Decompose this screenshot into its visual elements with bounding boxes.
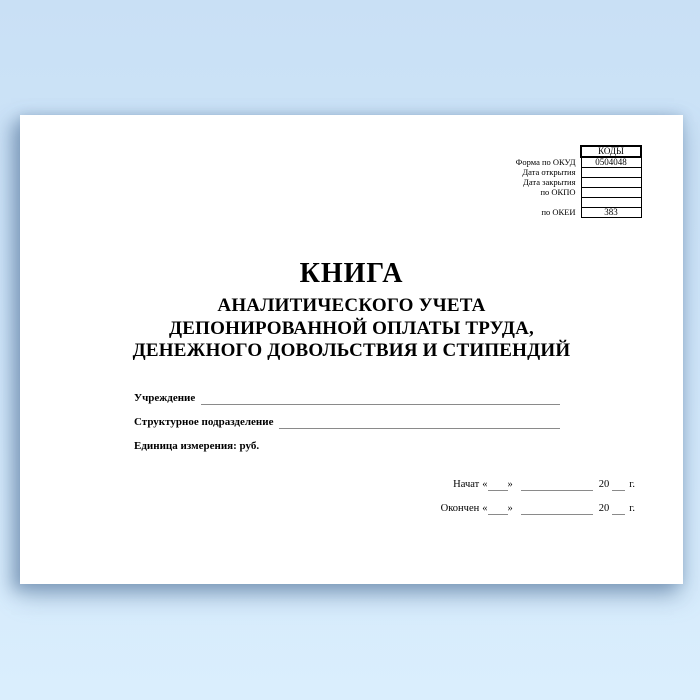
close-quote: »: [507, 503, 513, 514]
codes-row-okei: [516, 208, 641, 218]
finished-month-blank-line: [521, 505, 593, 515]
finished-label: Окончен: [440, 503, 480, 514]
codes-row-label: по ОКЕИ: [541, 207, 576, 217]
fields-block: [134, 391, 560, 463]
codes-row-blank: [516, 198, 641, 208]
finished-day-blank-line: [488, 505, 508, 515]
form-title: КНИГА: [299, 258, 404, 289]
department-row: [134, 415, 560, 429]
year-prefix: 20: [598, 479, 610, 490]
started-year-blank-line: [612, 481, 625, 491]
codes-row-okud: [516, 157, 641, 168]
close-quote: »: [507, 479, 513, 490]
finished-year-blank-line: [612, 505, 625, 515]
year-suffix: г.: [629, 479, 635, 490]
department-blank-line: [279, 417, 560, 429]
codes-row-value: [581, 168, 641, 178]
codes-header-label: [516, 146, 581, 157]
started-row: [441, 479, 635, 491]
open-quote: «: [482, 479, 488, 490]
started-label: Начат: [453, 479, 480, 490]
codes-row-open-date: [516, 168, 641, 178]
institution-blank-line: [201, 393, 560, 405]
title-block: [20, 259, 683, 363]
form-sheet: [20, 115, 683, 584]
codes-row-value: [581, 188, 641, 198]
codes-row-value: [581, 198, 641, 208]
year-prefix: 20: [598, 503, 610, 514]
started-month-blank-line: [521, 481, 593, 491]
finished-row: [441, 503, 635, 515]
codes-header-row: [516, 146, 641, 157]
codes-row-value: 383: [581, 208, 641, 218]
codes-row-label: Форма по ОКУД: [515, 156, 576, 167]
institution-row: [134, 391, 560, 405]
codes-row-value: 0504048: [581, 157, 641, 168]
codes-row-value: [581, 178, 641, 188]
codes-row-label: по ОКПО: [540, 187, 576, 197]
codes-row-label: Дата открытия: [522, 167, 576, 177]
codes-header-cell: КОДЫ: [581, 146, 641, 157]
started-day-blank-line: [488, 481, 508, 491]
codes-row-okpo: [516, 188, 641, 198]
form-subtitle-line: ДЕНЕЖНОГО ДОВОЛЬСТВИЯ И СТИПЕНДИЙ: [132, 340, 571, 361]
dates-block: [441, 479, 635, 527]
unit-row: [134, 439, 560, 453]
codes-table: [516, 145, 642, 218]
codes-row-label: [516, 198, 581, 208]
codes-row-close-date: [516, 178, 641, 188]
form-subtitle-line: ДЕПОНИРОВАННОЙ ОПЛАТЫ ТРУДА,: [168, 317, 534, 339]
codes-row-label: Дата закрытия: [523, 177, 576, 187]
form-subtitle-line: АНАЛИТИЧЕСКОГО УЧЕТА: [217, 295, 486, 316]
unit-label: Единица измерения: руб.: [134, 440, 260, 452]
institution-label: Учреждение: [134, 392, 196, 404]
department-label: Структурное подразделение: [134, 416, 274, 428]
year-suffix: г.: [629, 503, 635, 514]
open-quote: «: [482, 503, 488, 514]
